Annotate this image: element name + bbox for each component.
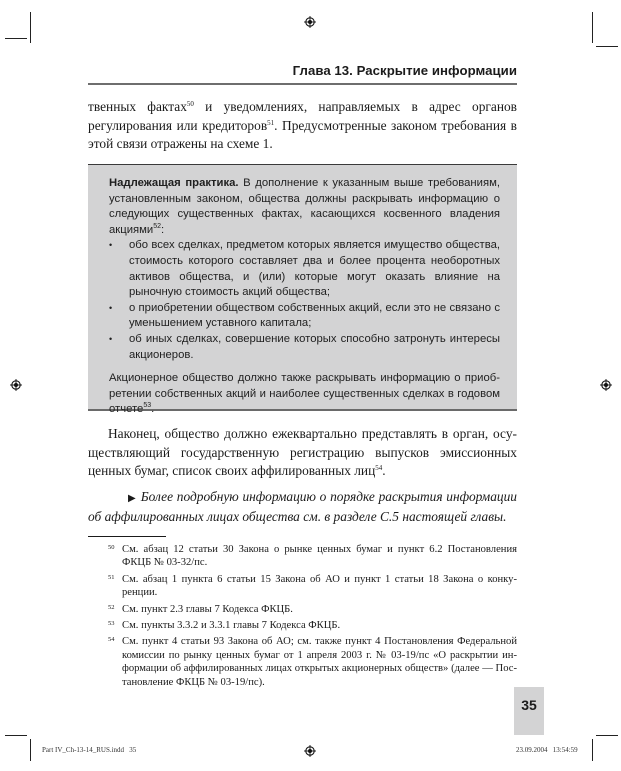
footnote-ref[interactable]: 51 — [267, 118, 275, 127]
registration-mark-icon — [600, 379, 612, 391]
bullet-icon: • — [109, 240, 113, 251]
crop-mark-bottom-left-horizontal — [5, 735, 27, 736]
list-item — [109, 301, 500, 332]
crop-mark-bottom-right-horizontal — [596, 735, 618, 736]
footnote-text: См. пункт 4 статьи 93 Закона об АО; см. также пункт 4 Постановления Федеральной комиссии по рынку ценных бумаг от 1 апреля 2003 г. № 03-19/пс «О раскрытии информации об аффилированных лицах открытых акционерных обществ» (далее — Постановление ФКЦБ № 03-19/пс). — [122, 636, 517, 688]
footnote-ref[interactable]: 52 — [153, 222, 161, 230]
crop-mark-bottom-right-vertical — [592, 739, 593, 761]
footnote-ref[interactable]: 50 — [186, 100, 194, 108]
footnote-text: См. абзац 12 статьи 30 Закона о рынке ценных бумаг и пункт 6.2 Постановления ФКЦБ № 03-32/пс. — [122, 544, 517, 569]
footnote — [108, 573, 517, 600]
good-practice-box — [88, 164, 517, 416]
footnote-text: См. пункты 3.3.2 и 3.3.1 главы 7 Кодекса ФКЦБ. — [122, 620, 341, 632]
slug-datetime: 23.09.2004 13:54:59 — [516, 746, 578, 754]
text-run: . — [151, 403, 155, 416]
text-run: Акционерное общество должно также раскрывать информацию о приобретении собственных акций и наиболее существенных сделках в годовом отчете — [109, 372, 500, 416]
running-header: Глава 13. Раскрытие информации — [292, 63, 517, 78]
crop-mark-bottom-left-vertical — [30, 739, 31, 761]
footnote-number: 53 — [108, 620, 115, 628]
text-run: . Предусмотренные законом требования в этой связи отражены на схеме 1. — [88, 117, 517, 152]
text-run: В дополнение к указанным выше требованиям, установленным законом, общества должны раскрывать информацию о следующих существенных фактах, касающихся косвенного владения акциями — [109, 177, 500, 236]
crop-mark-top-left-vertical — [30, 12, 31, 43]
registration-mark-icon — [304, 16, 316, 28]
list-item — [109, 332, 500, 363]
footnote — [108, 543, 517, 570]
page-number: 35 — [521, 697, 537, 713]
footnote — [108, 619, 517, 632]
crop-mark-top-right-vertical — [592, 12, 593, 43]
body-paragraph-continued — [88, 98, 517, 154]
bullet-icon: • — [109, 302, 113, 313]
cross-reference — [88, 488, 517, 527]
registration-mark-icon — [304, 745, 316, 757]
body-section — [88, 425, 517, 527]
cross-reference-text[interactable]: Более подробную информацию о порядке раскрытия информации об аффилированных лицах общества см. в разделе C.5 настоящей главы. — [88, 488, 517, 525]
footnote-text: См. пункт 2.3 главы 7 Кодекса ФКЦБ. — [122, 603, 293, 615]
text-run: твенных фактах — [88, 99, 187, 114]
list-item — [109, 238, 500, 300]
footnote-ref[interactable]: 54 — [375, 464, 383, 473]
footnote-text: См. абзац 1 пункта 6 статьи 15 Закона об АО и пункт 1 статьи 18 Закона о конкуренции. — [122, 573, 517, 599]
footnote-number: 50 — [108, 544, 115, 551]
text-run: и уведомлениях, направляемых в адрес органов регулирования или кредиторов — [88, 99, 518, 133]
footnote-separator — [88, 536, 166, 537]
good-practice-content — [109, 176, 500, 418]
header-rule — [88, 83, 517, 85]
body-paragraph — [88, 425, 517, 481]
footnote-ref[interactable]: 53 — [143, 402, 152, 410]
good-practice-closing — [109, 371, 500, 418]
text-run: . — [382, 463, 386, 479]
crop-mark-top-right-horizontal — [596, 46, 618, 47]
good-practice-intro — [109, 176, 500, 238]
list-item-text: обо всех сделках, предметом которых является имущество общества, стоимость которого составляет два и более процента необоротных активов общества, и (или) которые могут оказать влияние на рыночную стоимость акций общества; — [129, 239, 500, 299]
bullet-icon: • — [109, 333, 113, 344]
page-number-block — [514, 687, 544, 735]
crop-mark-top-left-horizontal — [5, 38, 27, 39]
good-practice-list — [109, 238, 500, 363]
text-run: : — [161, 223, 165, 236]
footnote-number: 54 — [108, 636, 115, 644]
slug-filename: Part IV_Ch-13-14_RUS.indd 35 — [42, 746, 137, 754]
registration-mark-icon — [10, 379, 22, 391]
list-item-text: о приобретении обществом собственных акций, если это не связано с уменьшением уставного капитала; — [129, 301, 500, 330]
footnote — [108, 603, 517, 616]
good-practice-heading: Надлежащая практика. — [109, 177, 239, 189]
list-item-text: об иных сделках, совершение которых способно затронуть интересы акционеров. — [129, 332, 500, 361]
footnote-number: 52 — [108, 603, 115, 611]
triangle-right-icon: ▶ — [128, 492, 136, 504]
text-run: Наконец, общество должно ежеквартально представлять в орган, осуществляющий государственную регистрацию выпусков эмиссионных ценных бумаг, список своих аффилированных лиц — [88, 426, 517, 479]
footnote — [108, 635, 517, 689]
footnote-number: 51 — [108, 573, 115, 581]
footnotes — [108, 543, 517, 692]
